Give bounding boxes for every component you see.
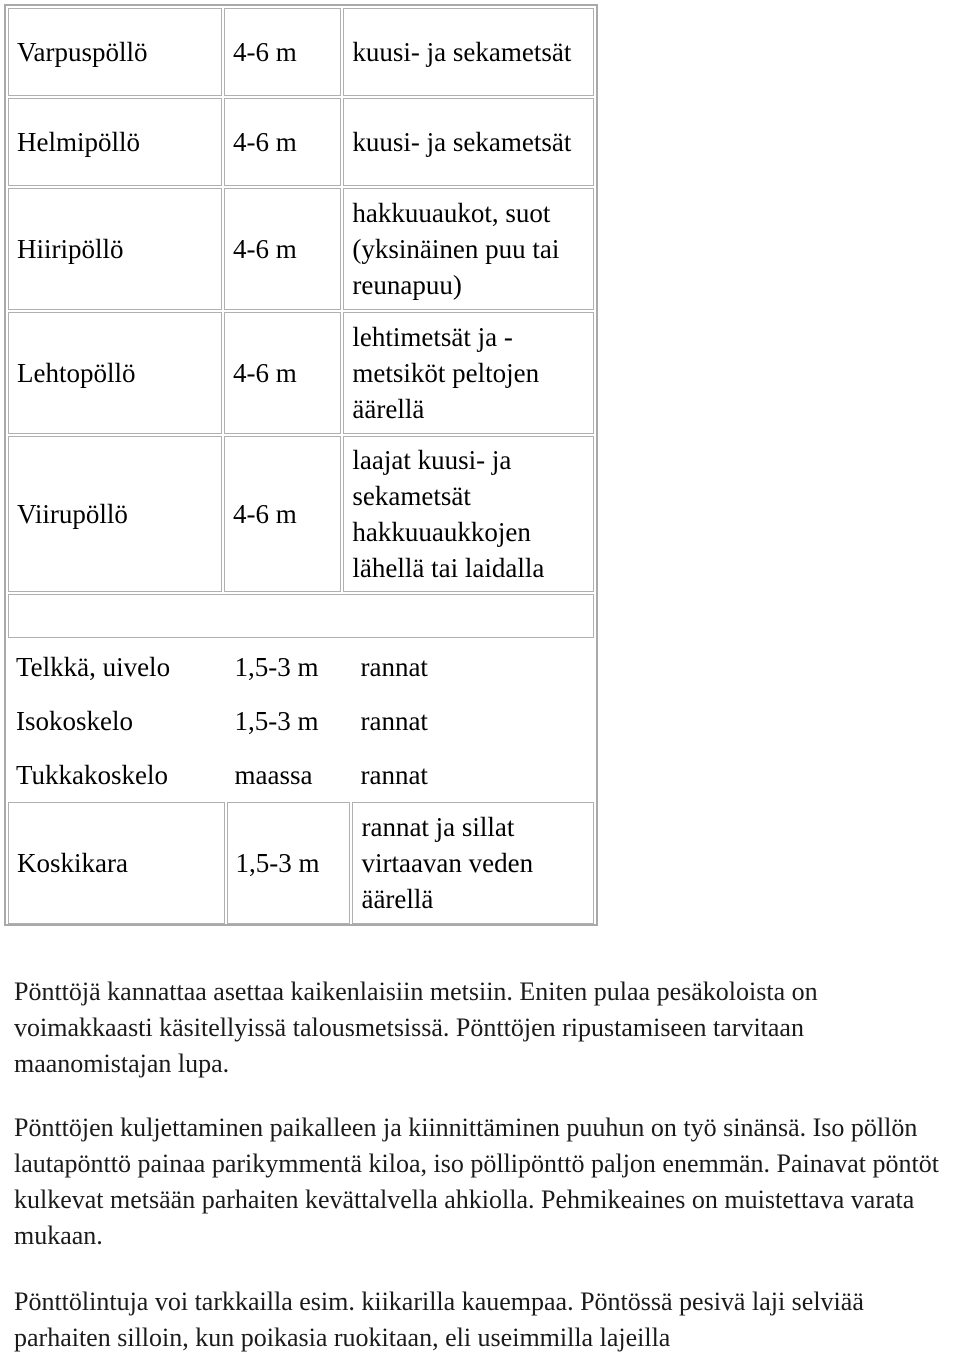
- paragraph-2: Pönttöjen kuljettaminen paikalleen ja kiinnittäminen puuhun on työ sinänsä. Iso pöllön lautapönttö painaa parikymmentä kiloa, iso pöllipönttö paljon enemmän. Painavat pöntöt kulkevat metsään parhaiten kevättalvella ahkiolla. Pehmikeaines on muistettava varata mukaan.: [14, 1113, 939, 1250]
- paragraph-3: Pönttölintuja voi tarkkailla esim. kiikarilla kauempaa. Pöntössä pesivä laji selviää parhaiten silloin, kun poikasia ruokitaan, eli useimmilla lajeilla: [14, 1287, 864, 1352]
- habitat-cell: rannat ja sillat virtaavan veden äärellä: [352, 802, 594, 924]
- table-row: [8, 640, 594, 694]
- nest-height-cell: 4-6 m: [224, 312, 341, 434]
- habitat-cell: rannat: [360, 760, 428, 790]
- habitat-cell: laajat kuusi- ja sekametsät hakkuuaukkojen lähellä tai laidalla: [343, 436, 594, 592]
- owl-table: [6, 6, 596, 640]
- habitat-cell: rannat: [360, 652, 428, 682]
- nest-height-cell: 1,5-3 m: [227, 802, 351, 924]
- habitat-cell: lehtimetsät ja -metsiköt peltojen äärellä: [343, 312, 594, 434]
- nest-height-cell: 1,5-3 m: [234, 652, 319, 682]
- nest-height-cell: 4-6 m: [224, 436, 341, 592]
- nest-height-cell: 4-6 m: [224, 188, 341, 310]
- paragraph-1: Pönttöjä kannattaa asettaa kaikenlaisiin metsiin. Eniten pulaa pesäkoloista on voimakkaasti käsitellyissä talousmetsissä. Pönttöjen ripustamiseen tarvitaan maanomistajan lupa.: [14, 977, 818, 1078]
- species-name-cell: Viirupöllö: [8, 436, 222, 592]
- habitat-cell: kuusi- ja sekametsät: [343, 8, 594, 96]
- habitat-cell: hakkuuaukot, suot (yksinäinen puu tai reunapuu): [343, 188, 594, 310]
- species-name-cell: Isokoskelo: [16, 706, 133, 736]
- nest-height-cell: 1,5-3 m: [234, 706, 319, 736]
- table-row: [8, 312, 594, 434]
- species-name-cell: Helmipöllö: [8, 98, 222, 186]
- table-row: [8, 748, 594, 802]
- table-row: [8, 694, 594, 748]
- table-row: [8, 802, 594, 924]
- species-name-cell: Hiiripöllö: [8, 188, 222, 310]
- species-name-cell: Telkkä, uivelo: [16, 652, 171, 682]
- species-name-cell: Varpuspöllö: [8, 8, 222, 96]
- habitat-cell: kuusi- ja sekametsät: [343, 98, 594, 186]
- table-row: [8, 436, 594, 592]
- species-name-cell: Lehtopöllö: [8, 312, 222, 434]
- habitat-cell: rannat: [360, 706, 428, 736]
- table-row: [8, 98, 594, 186]
- nest-height-cell: maassa: [234, 760, 313, 790]
- table-row: [8, 8, 594, 96]
- table-spacer-row: [8, 594, 594, 638]
- nest-box-table: [4, 4, 598, 926]
- species-name-cell: Koskikara: [8, 802, 225, 924]
- species-name-cell: Tukkakoskelo: [16, 760, 169, 790]
- nest-height-cell: 4-6 m: [224, 98, 341, 186]
- water-bird-table: [6, 640, 596, 924]
- table-row: [8, 188, 594, 310]
- nest-height-cell: 4-6 m: [224, 8, 341, 96]
